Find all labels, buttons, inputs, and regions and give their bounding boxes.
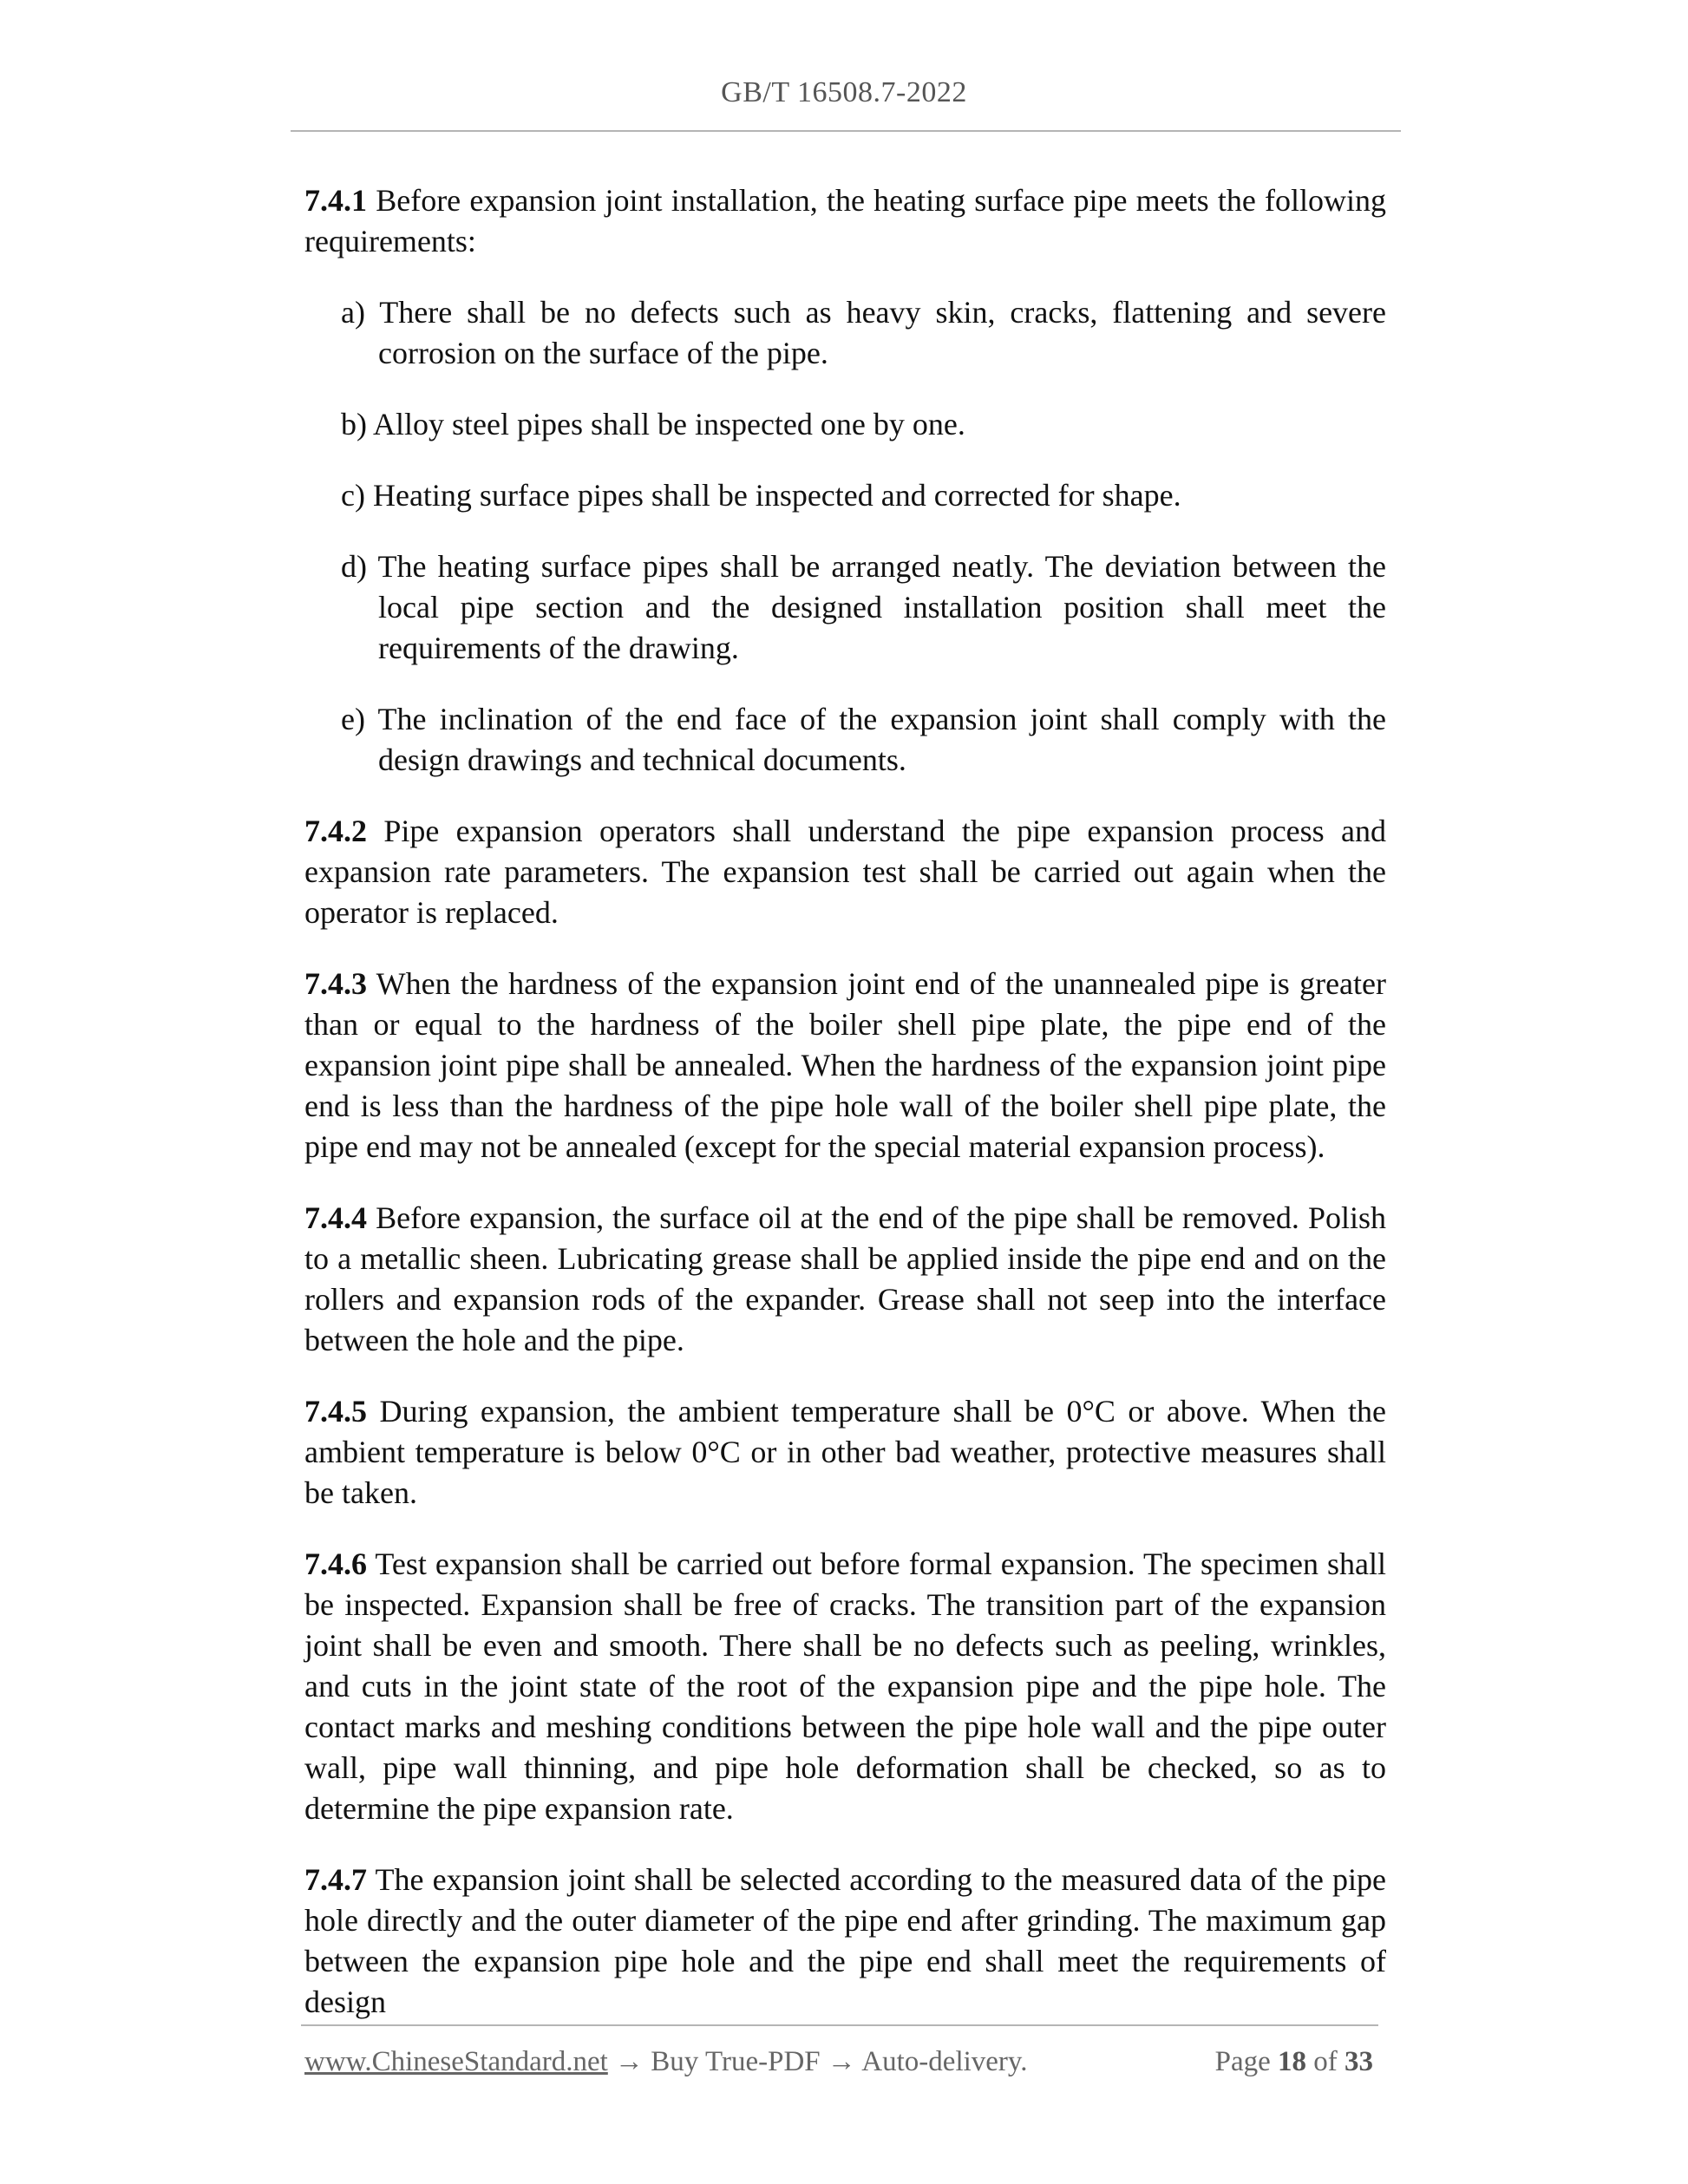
list-item-e	[341, 699, 1386, 781]
website-link[interactable]: www.ChineseStandard.net	[304, 2046, 608, 2077]
clause-text: Before expansion, the surface oil at the end of the pipe shall be removed. Polish to a metallic sheen. Lubricating grease shall be applied inside the pipe end and on the rollers and expansion rods of the expander. Grease shall not seep into the interface between the hole and the pipe.	[304, 1200, 1386, 1357]
document-body	[304, 180, 1386, 2053]
clause-number: 7.4.6	[304, 1546, 367, 1581]
header-divider	[291, 130, 1401, 132]
list-item-text: The heating surface pipes shall be arranged neatly. The deviation between the local pipe section and the designed installation position shall meet the requirements of the drawing.	[367, 549, 1386, 665]
clause-7-4-4	[304, 1198, 1386, 1361]
clause-number: 7.4.5	[304, 1394, 367, 1429]
clause-number: 7.4.1	[304, 183, 367, 218]
page-number: 18	[1278, 2046, 1306, 2077]
list-item-text: The inclination of the end face of the expansion joint shall comply with the design drawings and technical documents.	[364, 702, 1386, 777]
footer-divider	[301, 2024, 1378, 2026]
page-indicator	[1215, 2046, 1373, 2078]
clause-7-4-3	[304, 964, 1386, 1167]
clause-text: Pipe expansion operators shall understand the pipe expansion process and expansion rate parameters. The expansion test shall be carried out again when the operator is replaced.	[304, 814, 1386, 930]
list-item-c	[341, 475, 1386, 516]
list-item-text: Alloy steel pipes shall be inspected one by one.	[367, 407, 965, 441]
clause-number: 7.4.3	[304, 966, 367, 1001]
list-item-d	[341, 546, 1386, 669]
list-marker: b)	[341, 407, 367, 441]
clause-7-4-2	[304, 811, 1386, 933]
list-item-b	[341, 404, 1386, 445]
list-item-text: Heating surface pipes shall be inspected and corrected for shape.	[364, 478, 1181, 513]
clause-text: When the hardness of the expansion joint end of the unannealed pipe is greater than or equal to the hardness of the boiler shell pipe plate, the pipe end of the expansion joint pipe shall be annealed. When the hardness of the expansion joint pipe end is less than the hardness of the pipe hole wall of the boiler shell pipe plate, the pipe end may not be annealed (except for the special material expansion process).	[304, 966, 1386, 1164]
clause-text: During expansion, the ambient temperature shall be 0°C or above. When the ambient temperature is below 0°C or in other bad weather, protective measures shall be taken.	[304, 1394, 1386, 1510]
clause-7-4-1	[304, 180, 1386, 262]
clause-text: Before expansion joint installation, the heating surface pipe meets the following requirements:	[304, 183, 1386, 258]
clause-number: 7.4.2	[304, 814, 367, 848]
of-word: of	[1306, 2046, 1345, 2077]
page-word: Page	[1214, 2046, 1278, 2077]
clause-7-4-5	[304, 1391, 1386, 1514]
list-marker: a)	[341, 295, 365, 330]
clause-text: The expansion joint shall be selected according to the measured data of the pipe hole directly and the outer diameter of the pipe end after grinding. The maximum gap between the expansion pipe hole and the pipe end shall meet the requirements of design	[304, 1862, 1386, 2019]
list-item-a	[341, 292, 1386, 374]
page-header-title: GB/T 16508.7-2022	[721, 76, 967, 108]
list-marker: e)	[341, 702, 365, 736]
list-marker: d)	[341, 549, 367, 584]
footer-tagline: → Buy True-PDF → Auto-delivery.	[607, 2046, 1028, 2077]
list-item-text: There shall be no defects such as heavy skin, cracks, flattening and severe corrosion on the surface of the pipe.	[364, 295, 1386, 370]
clause-number: 7.4.4	[304, 1200, 367, 1235]
list-marker: c)	[341, 478, 365, 513]
clause-number: 7.4.7	[304, 1862, 367, 1897]
footer-left	[304, 2046, 1028, 2078]
clause-7-4-7	[304, 1860, 1386, 2023]
clause-7-4-6	[304, 1544, 1386, 1829]
page-total: 33	[1345, 2046, 1373, 2077]
clause-text: Test expansion shall be carried out before formal expansion. The specimen shall be inspected. Expansion shall be free of cracks. The transition part of the expansion joint shall be even and smooth. There shall be no defects such as peeling, wrinkles, and cuts in the joint state of the root of the expansion pipe and the pipe hole. The contact marks and meshing conditions between the pipe hole wall and the pipe outer wall, pipe wall thinning, and pipe hole deformation shall be checked, so as to determine the pipe expansion rate.	[304, 1546, 1386, 1826]
